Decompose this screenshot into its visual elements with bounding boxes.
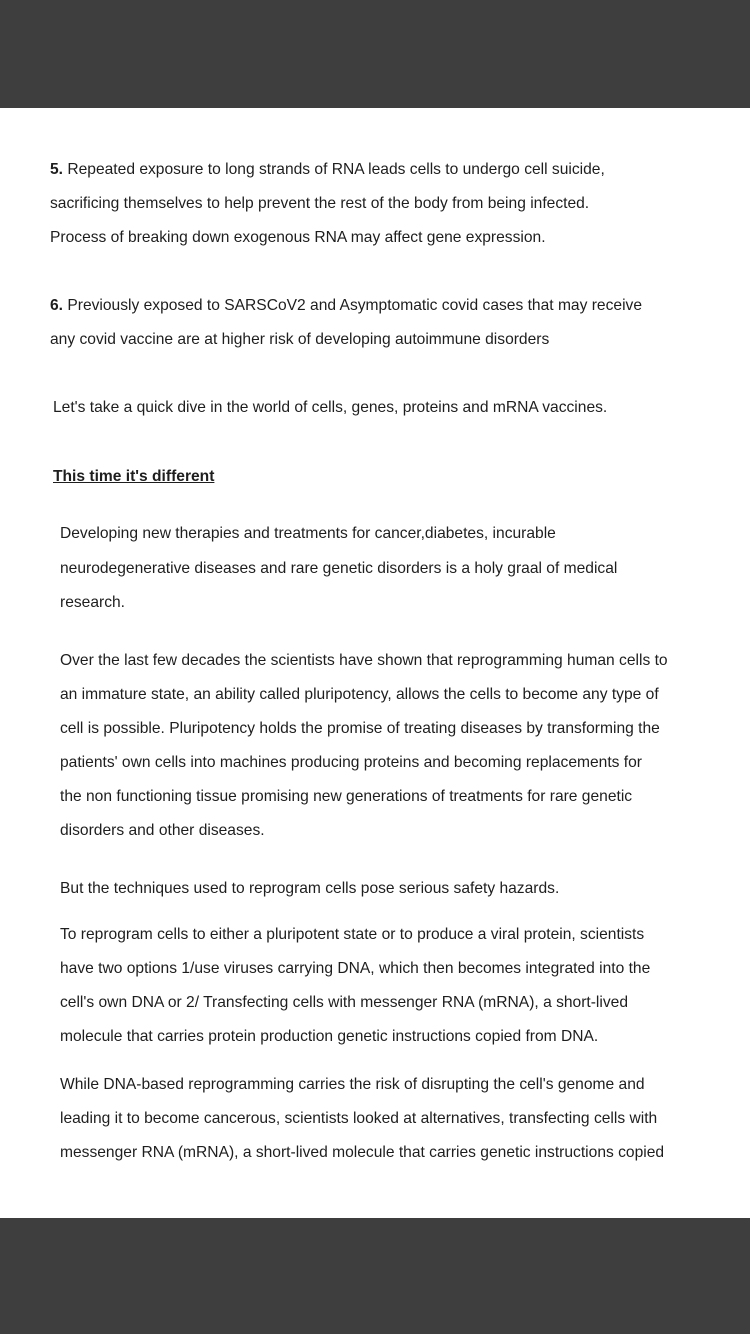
para5-line-3: messenger RNA (mRNA), a short-lived molecule that carries genetic instructions copied	[60, 1144, 665, 1161]
para4-line-2: have two options 1/use viruses carrying DNA, which then becomes integrated into the	[60, 960, 651, 977]
para2-line-6: disorders and other diseases.	[60, 822, 265, 839]
para4-line-1: To reprogram cells to either a pluripotent state or to produce a viral protein, scientists	[60, 926, 645, 943]
point5-line-2: sacrificing themselves to help prevent the rest of the body from being infected.	[50, 195, 590, 212]
para2-line-5: the non functioning tissue promising new generations of treatments for rare genetic	[60, 788, 633, 805]
para5-line-1: While DNA-based reprogramming carries the risk of disrupting the cell's genome and	[60, 1076, 645, 1093]
para2-line-1: Over the last few decades the scientists have shown that reprogramming human cells to	[60, 652, 668, 669]
document-page	[0, 108, 750, 1218]
para1-line-3: research.	[60, 594, 126, 611]
para3-line-1: But the techniques used to reprogram cells pose serious safety hazards.	[60, 880, 560, 897]
point5-line-3: Process of breaking down exogenous RNA may affect gene expression.	[50, 229, 546, 246]
top-dark-bar	[0, 0, 750, 108]
intro-text: Let's take a quick dive in the world of cells, genes, proteins and mRNA vaccines.	[53, 399, 608, 416]
para2-line-4: patients' own cells into machines producing proteins and becoming replacements for	[60, 754, 643, 771]
para1-line-1: Developing new therapies and treatments for cancer,diabetes, incurable	[60, 525, 556, 542]
para4-line-4: molecule that carries protein production genetic instructions copied from DNA.	[60, 1028, 599, 1045]
para4-line-3: cell's own DNA or 2/ Transfecting cells with messenger RNA (mRNA), a short-lived	[60, 994, 629, 1011]
point6-line-1	[50, 296, 642, 316]
para2-line-2: an immature state, an ability called pluripotency, allows the cells to become any type of	[60, 686, 659, 703]
bottom-dark-bar	[0, 1218, 750, 1334]
point5-number: 5.	[50, 161, 64, 178]
para5-line-2: leading it to become cancerous, scientists looked at alternatives, transfecting cells with	[60, 1110, 658, 1127]
para1-line-2: neurodegenerative diseases and rare genetic disorders is a holy graal of medical	[60, 560, 618, 577]
point6-number: 6.	[50, 297, 64, 314]
point5-text-1: Repeated exposure to long strands of RNA leads cells to undergo cell suicide,	[67, 161, 605, 178]
section-heading: This time it's different	[53, 468, 215, 485]
point6-line-2: any covid vaccine are at higher risk of developing autoimmune disorders	[50, 331, 550, 348]
para2-line-3: cell is possible. Pluripotency holds the promise of treating diseases by transforming the	[60, 720, 660, 737]
point5-line-1	[50, 160, 605, 180]
point6-text-1: Previously exposed to SARSCoV2 and Asymptomatic covid cases that may receive	[67, 297, 642, 314]
